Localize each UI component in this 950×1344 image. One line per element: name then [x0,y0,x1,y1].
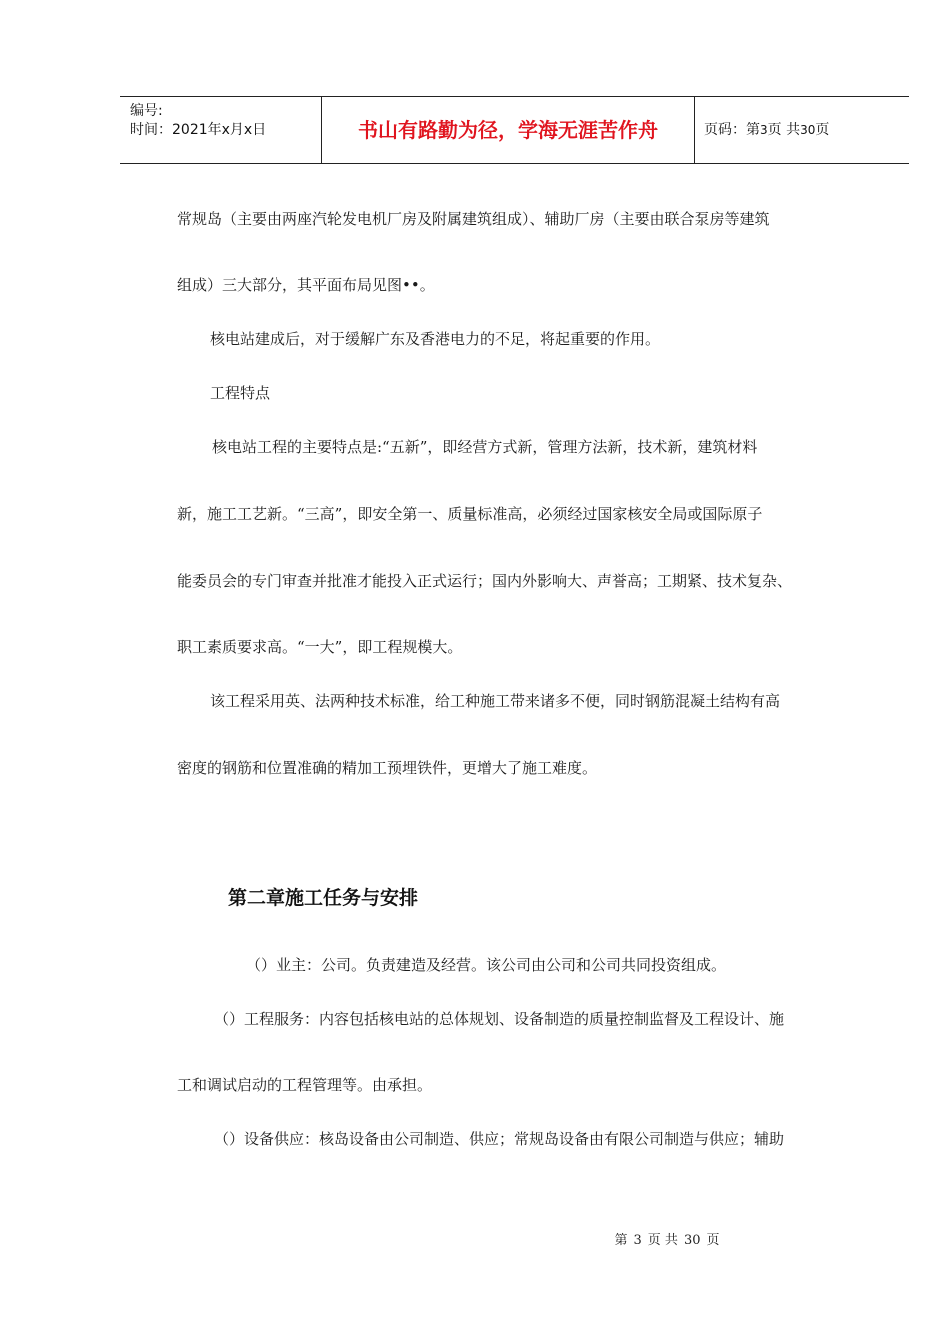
body-line-7: 能委员会的专门审查并批准才能投入正式运行；国内外影响大、声誉高；工期紧、技术复杂、 [177,572,793,590]
body-line-1: 常规岛（主要由两座汽轮发电机厂房及附属建筑组成）、辅助厂房（主要由联合泵房等建筑 [177,210,770,228]
header-divider-right [694,97,695,163]
header-page-current: 3 [760,123,768,137]
header-page-prefix: 页码：第 [704,122,760,138]
footer-current: 3 [633,1233,642,1248]
body-line-8: 职工素质要求高。“一大”，即工程规模大。 [177,638,463,656]
body2-line-3: 工和调试启动的工程管理等。由承担。 [177,1076,433,1094]
body-line-6: 新，施工工艺新。“三高”，即安全第一、质量标准高，必须经过国家核安全局或国际原子 [177,505,763,523]
footer-page-number [615,1229,720,1248]
page-footer [0,1229,950,1248]
body2-line-1: （）业主：公司。负责建造及经营。该公司由公司和公司共同投资组成。 [246,956,727,974]
footer-middle: 页 共 [647,1233,678,1248]
header-code-label: 编号: [130,103,163,119]
footer-suffix: 页 [706,1233,720,1248]
body2-line-2: （）工程服务：内容包括核电站的总体规划、设备制造的质量控制监督及工程设计、施 [214,1010,785,1028]
body-line-2: 组成）三大部分，其平面布局见图••。 [177,276,435,294]
header-time-label: 时间：2021年x月x日 [130,122,267,138]
body2-line-4: （）设备供应：核岛设备由公司制造、供应；常规岛设备由有限公司制造与供应；辅助 [214,1130,785,1148]
body-line-5: 核电站工程的主要特点是:“五新”，即经营方式新，管理方法新，技术新，建筑材料 [212,438,758,456]
body-line-3: 核电站建成后，对于缓解广东及香港电力的不足，将起重要的作用。 [210,330,661,348]
page-header [120,96,909,164]
header-motto: 书山有路勤为径，学海无涯苦作舟 [358,118,658,142]
footer-total: 30 [683,1233,701,1248]
header-page-middle: 页 共 [767,122,801,138]
header-page-total: 30 [800,123,816,137]
header-meta [130,102,266,140]
chapter-title: 第二章施工任务与安排 [228,887,419,909]
footer-prefix: 第 [614,1233,628,1248]
header-page-number [704,97,829,163]
body-line-10: 密度的钢筋和位置准确的精加工预埋铁件，更增大了施工难度。 [177,759,598,777]
body-line-9: 该工程采用英、法两种技术标准，给工种施工带来诸多不便，同时钢筋混凝土结构有高 [210,692,781,710]
header-page-suffix: 页 [815,122,830,138]
section-heading-features: 工程特点 [210,384,271,402]
